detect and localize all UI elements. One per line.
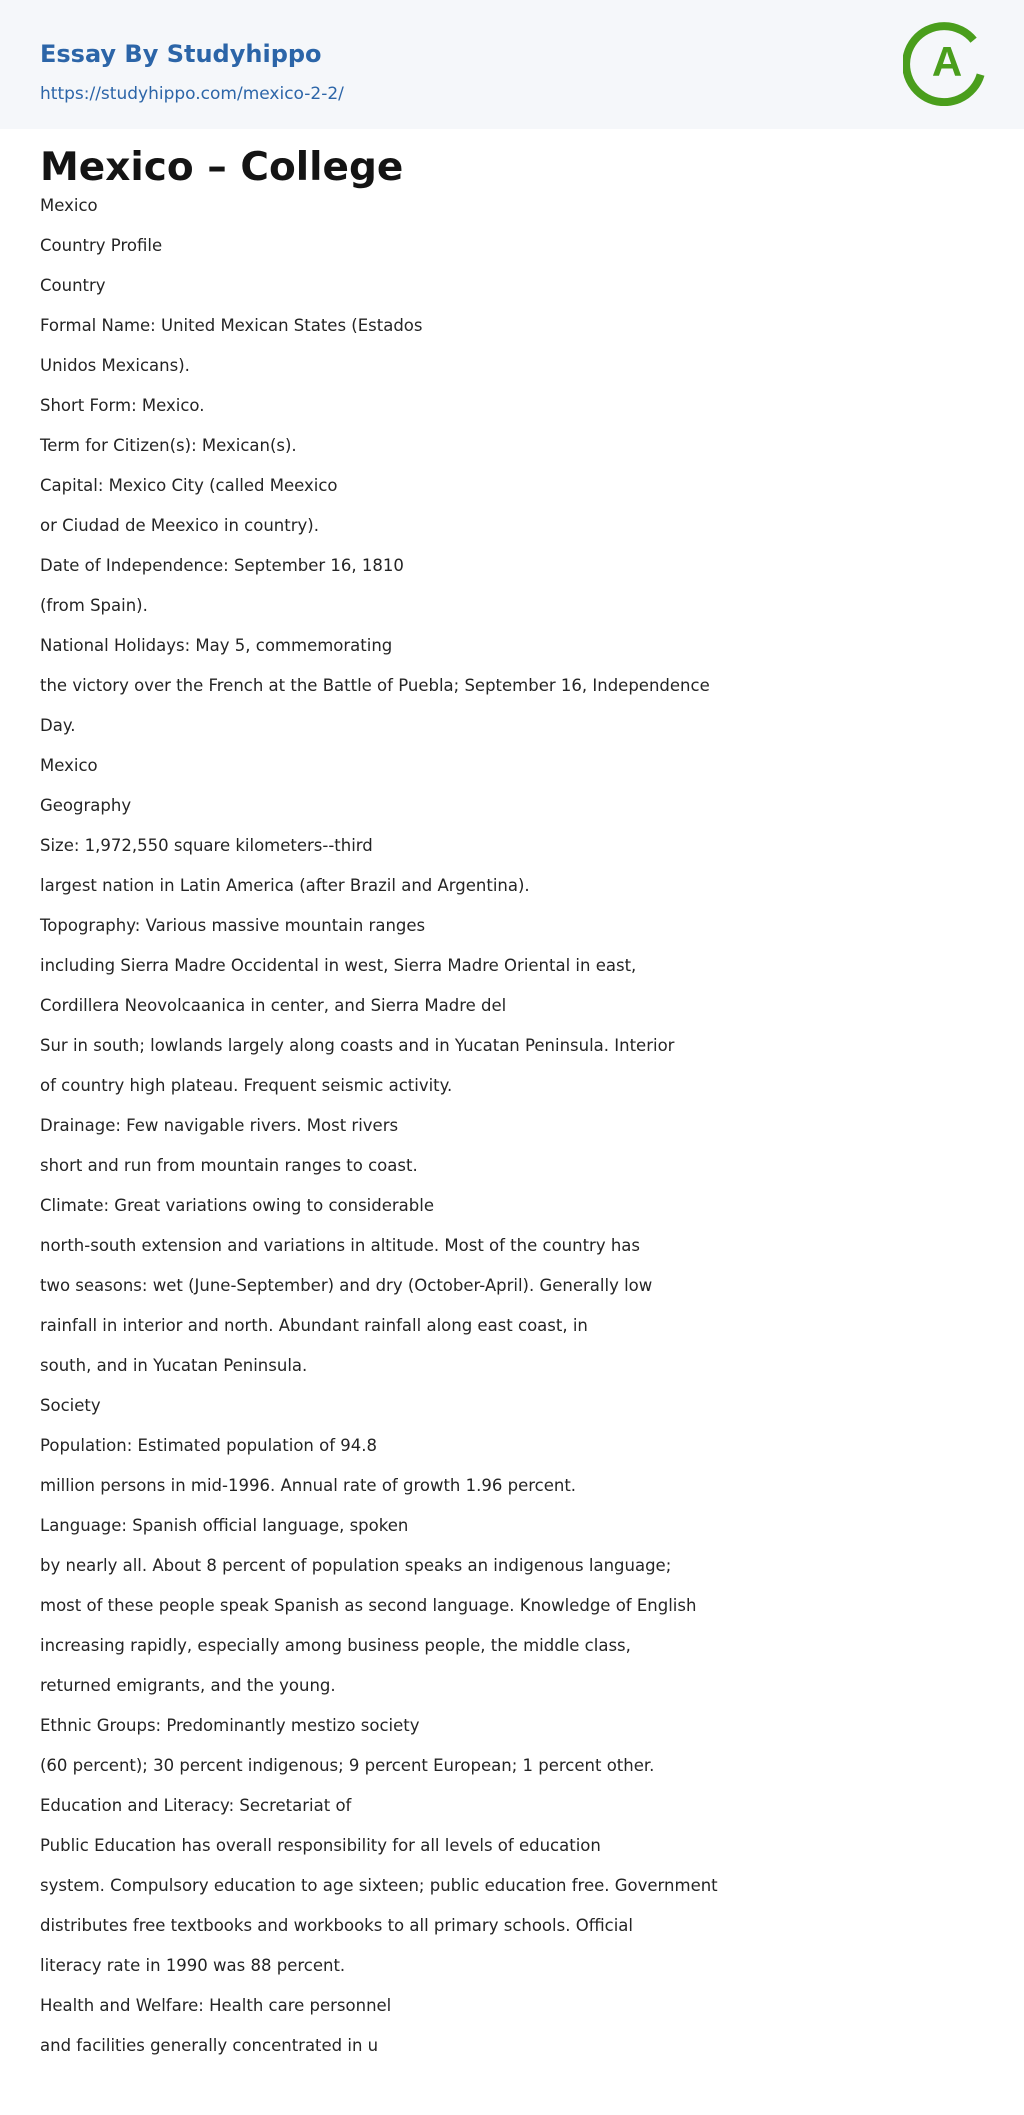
essay-line: Public Education has overall responsibility for all levels of education <box>40 1836 601 1855</box>
essay-line: most of these people speak Spanish as second language. Knowledge of English <box>40 1596 697 1615</box>
essay-line: Topography: Various massive mountain ranges <box>40 916 426 935</box>
essay-line: the victory over the French at the Battle of Puebla; September 16, Independence <box>40 676 710 695</box>
essay-line: Formal Name: United Mexican States (Estados <box>40 316 423 335</box>
essay-line: or Ciudad de Meexico in country). <box>40 516 319 535</box>
essay-line: increasing rapidly, especially among business people, the middle class, <box>40 1636 631 1655</box>
essay-line: Health and Welfare: Health care personnel <box>40 1996 392 2015</box>
essay-line: Drainage: Few navigable rivers. Most rivers <box>40 1116 399 1135</box>
essay-line: two seasons: wet (June-September) and dry (October-April). Generally low <box>40 1276 653 1295</box>
essay-line: Country <box>40 276 106 295</box>
essay-line: distributes free textbooks and workbooks to all primary schools. Official <box>40 1916 633 1935</box>
essay-line: Country Profile <box>40 236 163 255</box>
essay-line: (60 percent); 30 percent indigenous; 9 percent European; 1 percent other. <box>40 1756 655 1775</box>
essay-line: (from Spain). <box>40 596 148 615</box>
essay-line: largest nation in Latin America (after Brazil and Argentina). <box>40 876 530 895</box>
logo-letter: A <box>931 38 963 85</box>
essay-line: Language: Spanish official language, spoken <box>40 1516 409 1535</box>
essay-line: by nearly all. About 8 percent of population speaks an indigenous language; <box>40 1556 672 1575</box>
source-url-link[interactable]: https://studyhippo.com/mexico-2-2/ <box>40 84 344 104</box>
essay-line: Population: Estimated population of 94.8 <box>40 1436 378 1455</box>
essay-line: National Holidays: May 5, commemorating <box>40 636 393 655</box>
brand-name: Essay By Studyhippo <box>40 40 322 68</box>
essay-line: Day. <box>40 716 76 735</box>
essay-line: Unidos Mexicans). <box>40 356 190 375</box>
essay-line: literacy rate in 1990 was 88 percent. <box>40 1956 346 1975</box>
essay-line: Mexico <box>40 756 98 775</box>
essay-line: Capital: Mexico City (called Meexico <box>40 476 338 495</box>
essay-line: Climate: Great variations owing to considerable <box>40 1196 434 1215</box>
essay-line: north-south extension and variations in altitude. Most of the country has <box>40 1236 641 1255</box>
studyhippo-logo-icon <box>903 18 991 106</box>
essay-line: south, and in Yucatan Peninsula. <box>40 1356 308 1375</box>
essay-body <box>40 186 980 2066</box>
essay-title: Mexico – College <box>40 145 404 190</box>
essay-line: Cordillera Neovolcaanica in center, and Sierra Madre del <box>40 996 507 1015</box>
essay-line: Term for Citizen(s): Mexican(s). <box>40 436 297 455</box>
essay-line: returned emigrants, and the young. <box>40 1676 336 1695</box>
essay-line: Size: 1,972,550 square kilometers--third <box>40 836 373 855</box>
essay-line: Geography <box>40 796 132 815</box>
essay-line: of country high plateau. Frequent seismic activity. <box>40 1076 453 1095</box>
essay-line: rainfall in interior and north. Abundant rainfall along east coast, in <box>40 1316 588 1335</box>
essay-line: Education and Literacy: Secretariat of <box>40 1796 352 1815</box>
essay-line: Short Form: Mexico. <box>40 396 205 415</box>
essay-line: million persons in mid-1996. Annual rate of growth 1.96 percent. <box>40 1476 577 1495</box>
essay-line: Mexico <box>40 196 98 215</box>
essay-line: Ethnic Groups: Predominantly mestizo society <box>40 1716 420 1735</box>
essay-line: and facilities generally concentrated in u <box>40 2036 379 2055</box>
essay-line: short and run from mountain ranges to coast. <box>40 1156 418 1175</box>
essay-line: Sur in south; lowlands largely along coasts and in Yucatan Peninsula. Interior <box>40 1036 675 1055</box>
essay-line: system. Compulsory education to age sixteen; public education free. Government <box>40 1876 718 1895</box>
essay-line: including Sierra Madre Occidental in west, Sierra Madre Oriental in east, <box>40 956 637 975</box>
essay-line: Society <box>40 1396 101 1415</box>
page-header <box>0 0 1024 129</box>
essay-line: Date of Independence: September 16, 1810 <box>40 556 404 575</box>
